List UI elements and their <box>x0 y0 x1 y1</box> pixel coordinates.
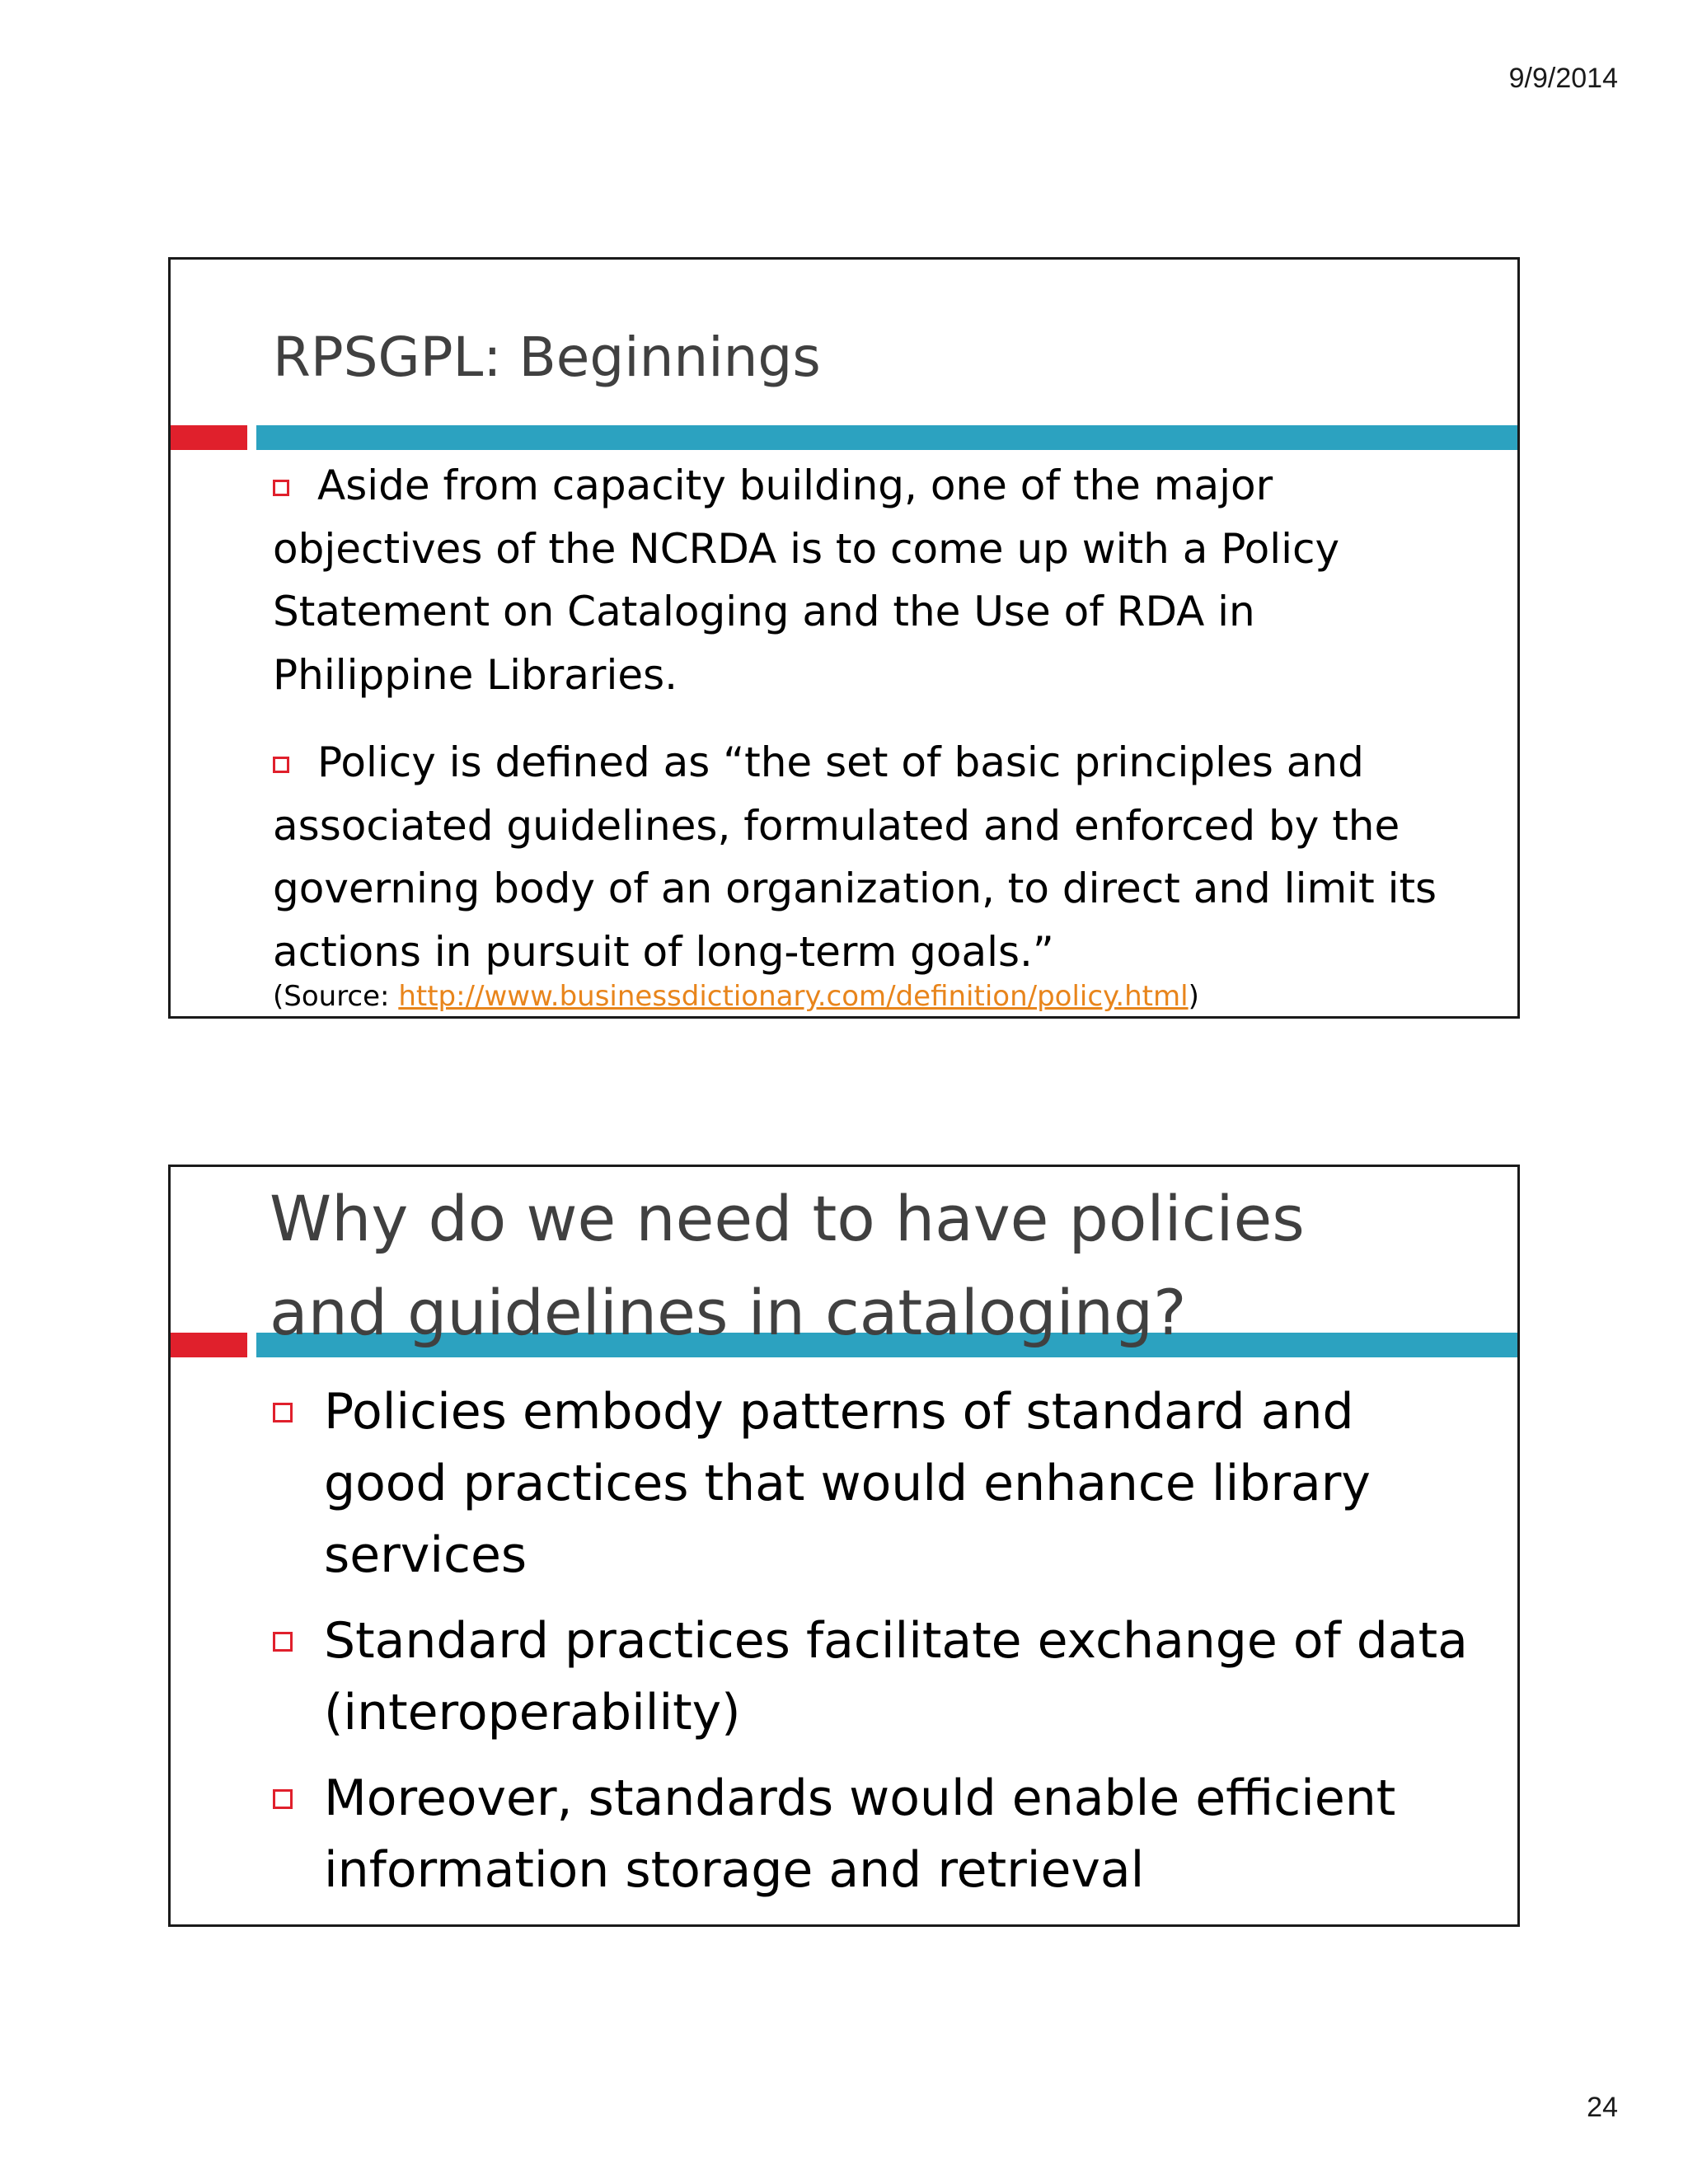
bullet-item <box>273 1763 1476 1906</box>
square-bullet-icon <box>273 1632 293 1652</box>
page-date: 9/9/2014 <box>1508 63 1618 94</box>
slide-title: RPSGPL: Beginnings <box>273 326 821 389</box>
bullet-item <box>273 454 1460 706</box>
slide-why-policies <box>168 1165 1520 1927</box>
title-accent-red-bar <box>171 425 247 450</box>
source-link[interactable]: http://www.businessdictionary.com/definition/policy.html <box>398 980 1189 1013</box>
slide-title: Why do we need to have policies and guidelines in cataloging? <box>270 1182 1305 1349</box>
source-suffix: ) <box>1188 980 1199 1013</box>
bullet-text: Moreover, standards would enable efficient information storage and retrieval <box>324 1769 1396 1899</box>
bullet-text: Policies embody patterns of standard and good practices that would enhance library services <box>324 1383 1371 1584</box>
slide-rpsgpl-beginnings <box>168 257 1520 1019</box>
source-citation <box>273 979 1199 1014</box>
square-bullet-icon <box>273 1789 293 1809</box>
slide-body <box>273 454 1460 1008</box>
page-number: 24 <box>1587 2092 1618 2123</box>
square-bullet-icon <box>273 1403 293 1422</box>
square-bullet-icon <box>273 757 289 773</box>
bullet-text: Standard practices facilitate exchange of data (interoperability) <box>324 1612 1468 1741</box>
bullet-item <box>273 1605 1476 1749</box>
title-accent-red-bar <box>171 1333 247 1357</box>
bullet-item <box>273 1376 1476 1591</box>
bullet-item <box>273 731 1460 983</box>
bullet-text: Aside from capacity building, one of the major objectives of the NCRDA is to come up with a Policy Statement on Cataloging and the Use of RDA in Philippine Libraries. <box>273 462 1340 699</box>
square-bullet-icon <box>273 480 289 496</box>
bullet-text: Policy is defined as “the set of basic principles and associated guidelines, formulated and enforced by the governing body of an organization, to direct and limit its actions in pursuit of long-term goals.” <box>273 738 1437 976</box>
source-prefix: (Source: <box>273 980 399 1013</box>
slide-body <box>273 1376 1476 1920</box>
title-accent-teal-bar <box>256 425 1517 450</box>
